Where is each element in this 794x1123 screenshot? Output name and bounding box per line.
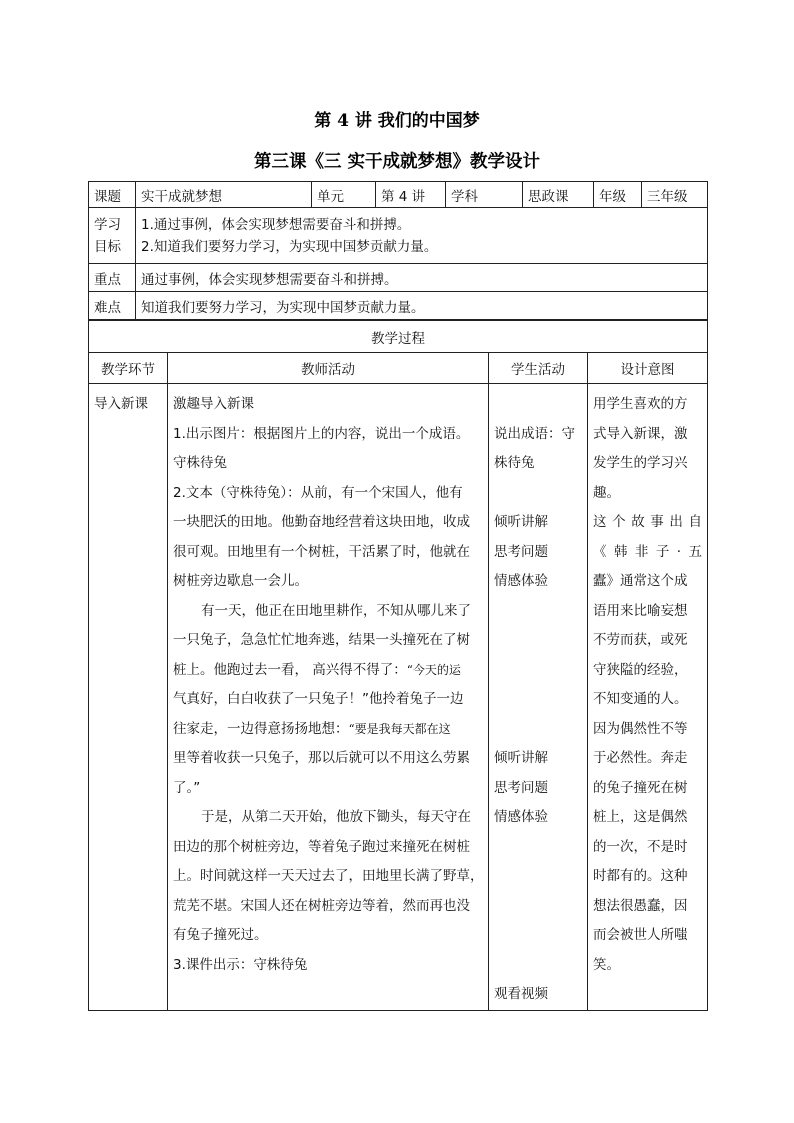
student-line: 倾听讲解 bbox=[494, 750, 548, 766]
student-line: 思考问题 bbox=[494, 543, 548, 560]
header-teacher: 教师活动 bbox=[168, 353, 489, 384]
unit-value: 第 4 讲 bbox=[376, 182, 446, 208]
teacher-line: 荒芜不堪。宋国人还在树桩旁边等着，然而再也没 bbox=[173, 897, 470, 914]
teacher-line: 一只兔子，急急忙忙地奔逃，结果一头撞死在了树 bbox=[173, 632, 470, 648]
lecture-title: 第 4 讲 我们的中国梦 bbox=[314, 111, 480, 131]
intent-line: 不劳而获，或死 bbox=[593, 632, 688, 648]
intent-line: 守狭隘的经验， bbox=[593, 661, 688, 678]
student-line: 说出成语：守 bbox=[494, 425, 575, 442]
key-label: 重点 bbox=[89, 264, 136, 292]
intent-line: 发学生的学习兴 bbox=[593, 455, 688, 471]
difficulty-label: 难点 bbox=[89, 292, 136, 320]
teacher-quote: “今天的运 bbox=[406, 662, 461, 677]
teacher-activity bbox=[168, 384, 489, 1011]
stage-name: 导入新课 bbox=[94, 396, 148, 412]
subject-label: 学科 bbox=[446, 182, 523, 208]
teacher-line bbox=[173, 656, 483, 686]
goals-label bbox=[89, 208, 136, 264]
goal-item: 1.通过事例，体会实现梦想需要奋斗和拼搏。 bbox=[141, 216, 411, 233]
teacher-line: 1.出示图片：根据图片上的内容，说出一个成语。 bbox=[173, 425, 470, 442]
topic-row bbox=[89, 182, 708, 208]
intent-line: 的兔子撞死在树 bbox=[593, 779, 688, 796]
intent-line: 用学生喜欢的方 bbox=[593, 396, 688, 412]
teacher-line: 树桩旁边歇息一会儿。 bbox=[173, 573, 308, 589]
teacher-line-part: 桩上。他跑过去一看， 高兴得不得了： bbox=[173, 661, 407, 678]
header-student: 学生活动 bbox=[489, 353, 588, 384]
process-header-row bbox=[89, 353, 708, 384]
info-table bbox=[88, 181, 708, 320]
lesson-title: 第三课《三 实干成就梦想》教学设计 bbox=[253, 152, 541, 172]
intent-line: 想法很愚蠢，因 bbox=[593, 897, 688, 914]
student-line: 思考问题 bbox=[494, 779, 548, 796]
intent-line: 时都有的。这种 bbox=[593, 868, 688, 884]
header-intent: 设计意图 bbox=[588, 353, 708, 384]
teacher-line: 2.文本（守株待兔）：从前，有一个宋国人，他有 bbox=[173, 484, 463, 501]
intent-line: 笑。 bbox=[593, 956, 620, 973]
teacher-quote: “要是我每天都在这 bbox=[348, 721, 451, 736]
teacher-line: 一块肥沃的田地。他勤奋地经营着这块田地，收成 bbox=[173, 514, 470, 530]
difficulty-row bbox=[89, 292, 708, 320]
key-value: 通过事例，体会实现梦想需要奋斗和拼搏。 bbox=[136, 264, 708, 292]
teacher-line: 了。” bbox=[173, 779, 201, 796]
stage-cell bbox=[89, 384, 168, 1011]
process-body-row bbox=[89, 384, 708, 1011]
student-line: 情感体验 bbox=[494, 573, 548, 589]
teacher-line: 3.课件出示：守株待兔 bbox=[173, 956, 308, 973]
goals-label-line: 学习 bbox=[94, 216, 121, 233]
teacher-line bbox=[173, 715, 483, 745]
teacher-line: 守株待兔 bbox=[173, 455, 227, 471]
process-table bbox=[88, 320, 708, 1011]
goals-label-line: 目标 bbox=[94, 238, 121, 255]
process-title: 教学过程 bbox=[89, 321, 708, 353]
intent-line: 而会被世人所嗤 bbox=[593, 927, 688, 943]
teacher-line: 有兔子撞死过。 bbox=[173, 927, 268, 943]
topic-label: 课题 bbox=[89, 182, 136, 208]
student-line: 株待兔 bbox=[494, 455, 535, 471]
teacher-line: 于是，从第二天开始，他放下锄头，每天守在 bbox=[201, 809, 471, 825]
teacher-line-part: 往家走，一边得意扬扬地想： bbox=[173, 720, 349, 737]
intent-line: 《韩非子·五 bbox=[593, 543, 702, 560]
process-title-row bbox=[89, 321, 708, 353]
intent-line: 因为偶然性不等 bbox=[593, 720, 688, 737]
student-line: 倾听讲解 bbox=[494, 514, 548, 530]
goals-row bbox=[89, 208, 708, 264]
intent-line: 式导入新课，激 bbox=[593, 425, 688, 442]
topic-value: 实干成就梦想 bbox=[136, 182, 312, 208]
goals-value bbox=[136, 208, 708, 264]
teacher-line: 里等着收获一只兔子，那以后就可以不用这么劳累 bbox=[173, 750, 470, 766]
grade-value: 三年级 bbox=[642, 182, 708, 208]
grade-label: 年级 bbox=[594, 182, 642, 208]
intent-line: 于必然性。奔走 bbox=[593, 750, 688, 766]
subject-value: 思政课 bbox=[523, 182, 594, 208]
teacher-line: 气真好，白白收获了一只兔子！”他拎着兔子一边 bbox=[173, 691, 464, 707]
intent-line: 趣。 bbox=[593, 484, 620, 501]
teacher-line: 激趣导入新课 bbox=[173, 396, 254, 412]
teacher-line: 田边的那个树桩旁边，等着兔子跑过来撞死在树桩 bbox=[173, 838, 470, 855]
intent-line: 不知变通的人。 bbox=[593, 691, 688, 707]
design-intent bbox=[588, 384, 708, 1011]
header-stage: 教学环节 bbox=[89, 353, 168, 384]
student-line: 观看视频 bbox=[494, 986, 548, 1002]
intent-line: 这个故事出自 bbox=[593, 514, 702, 530]
teacher-line: 有一天，他正在田地里耕作，不知从哪儿来了 bbox=[201, 602, 471, 619]
student-activity bbox=[489, 384, 588, 1011]
intent-line: 蠹》通常这个成 bbox=[593, 573, 688, 589]
unit-label: 单元 bbox=[312, 182, 376, 208]
intent-line: 桩上，这是偶然 bbox=[593, 809, 688, 825]
goal-item: 2.知道我们要努力学习，为实现中国梦贡献力量。 bbox=[141, 238, 438, 255]
difficulty-value: 知道我们要努力学习，为实现中国梦贡献力量。 bbox=[136, 292, 708, 320]
intent-line: 的一次，不是时 bbox=[593, 838, 688, 855]
intent-line: 语用来比喻妄想 bbox=[593, 602, 688, 619]
student-line: 情感体验 bbox=[494, 809, 548, 825]
teacher-line: 上。时间就这样一天天过去了，田地里长满了野草， bbox=[173, 868, 484, 884]
teacher-line: 很可观。田地里有一个树桩，干活累了时，他就在 bbox=[173, 543, 470, 560]
key-row bbox=[89, 264, 708, 292]
